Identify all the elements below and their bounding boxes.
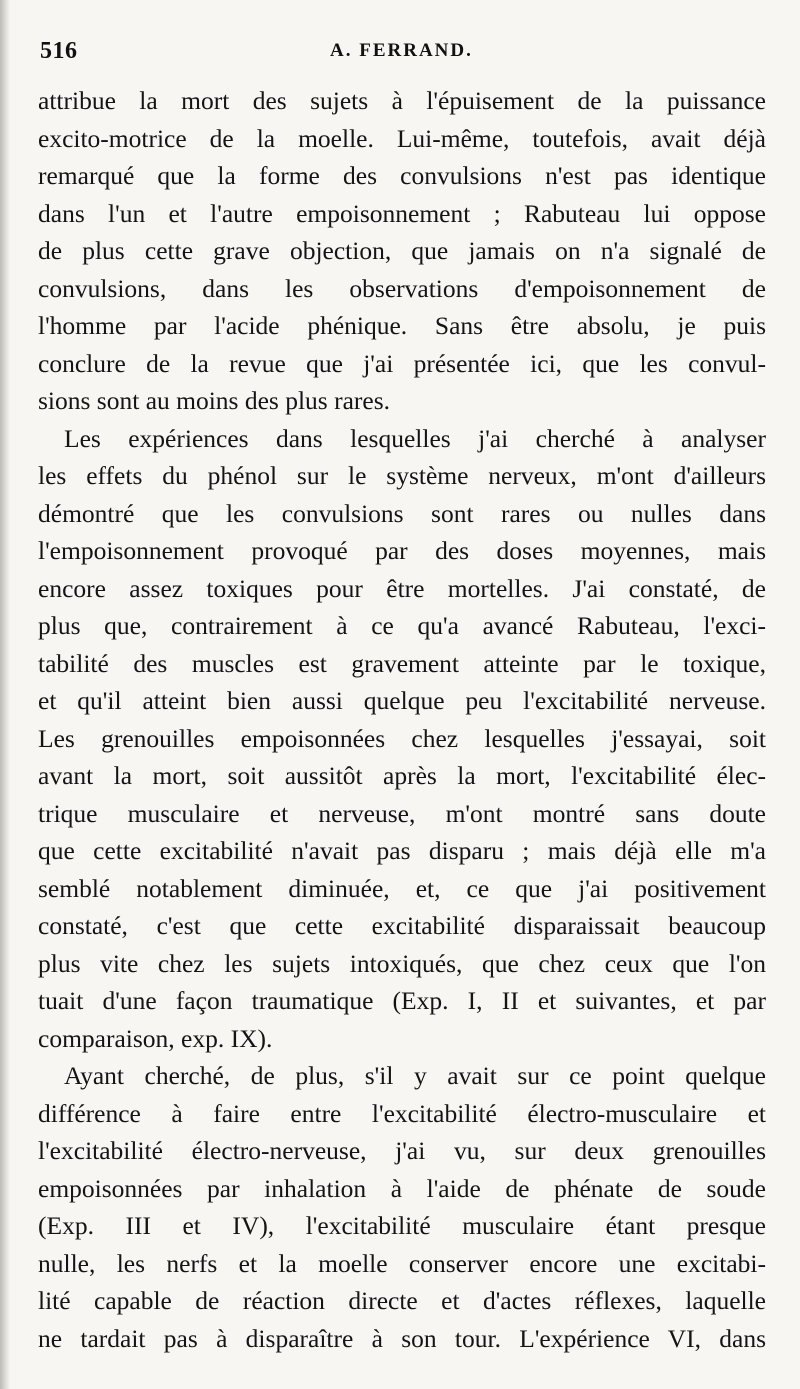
text-line: comparaison, exp. IX).	[38, 1023, 273, 1053]
text-line: trique musculaire et nerveuse, m'ont montré sans doute	[38, 798, 766, 828]
running-head: A. FERRAND.	[330, 40, 473, 61]
text-line: et qu'il atteint bien aussi quelque peu l'excitabilité nerveuse.	[38, 686, 766, 715]
text-line: encore assez toxiques pour être mortelles. J'ai constaté, de	[38, 573, 766, 603]
text-line: lité capable de réaction directe et d'actes réflexes, laquelle	[38, 1286, 766, 1315]
page-header	[40, 38, 770, 78]
text-line: démontré que les convulsions sont rares ou nulles dans	[38, 498, 766, 528]
text-line: ne tardait pas à disparaître à son tour. L'expérience VI, dans	[38, 1323, 766, 1353]
text-line: (Exp. III et IV), l'excitabilité musculaire étant presque	[38, 1211, 766, 1240]
text-line: différence à faire entre l'excitabilité électro-musculaire et	[38, 1098, 766, 1128]
text-line: remarqué que la forme des convulsions n'est pas identique	[38, 161, 766, 190]
text-line: l'empoisonnement provoqué par des doses moyennes, mais	[38, 536, 766, 565]
text-line: nulle, les nerfs et la moelle conserver encore une excitabi-	[38, 1248, 766, 1278]
text-line: attribue la mort des sujets à l'épuisement de la puissance	[38, 86, 766, 115]
page-number: 516	[40, 38, 78, 64]
page-gutter-shadow	[0, 0, 10, 1389]
text-line: plus vite chez les sujets intoxiqués, que chez ceux que l'on	[38, 948, 766, 978]
text-line: avant la mort, soit aussitôt après la mort, l'excitabilité élec-	[38, 761, 766, 790]
body-text	[38, 82, 766, 1357]
text-line: tuait d'une façon traumatique (Exp. I, II et suivantes, et par	[38, 986, 766, 1015]
text-line: tabilité des muscles est gravement atteinte par le toxique,	[38, 648, 766, 678]
text-line: conclure de la revue que j'ai présentée ici, que les convul-	[38, 348, 766, 378]
text-line: plus que, contrairement à ce qu'a avancé Rabuteau, l'exci-	[38, 611, 766, 640]
text-line: les effets du phénol sur le système nerveux, m'ont d'ailleurs	[38, 461, 766, 490]
paragraph-start-line: Les expériences dans lesquelles j'ai cherché à analyser	[64, 423, 766, 453]
text-line: dans l'un et l'autre empoisonnement ; Rabuteau lui oppose	[38, 198, 766, 228]
text-line: sions sont au moins des plus rares.	[38, 386, 391, 415]
text-line: l'homme par l'acide phénique. Sans être absolu, je puis	[38, 311, 766, 340]
text-line: convulsions, dans les observations d'empoisonnement de	[38, 273, 766, 303]
text-line: de plus cette grave objection, que jamais on n'a signalé de	[38, 236, 766, 265]
text-line: que cette excitabilité n'avait pas disparu ; mais déjà elle m'a	[38, 836, 766, 865]
text-line: constaté, c'est que cette excitabilité disparaissait beaucoup	[38, 911, 766, 940]
text-line: Les grenouilles empoisonnées chez lesquelles j'essayai, soit	[38, 723, 766, 753]
paragraph-start-line: Ayant cherché, de plus, s'il y avait sur ce point quelque	[64, 1061, 766, 1090]
text-line: excito-motrice de la moelle. Lui-même, toutefois, avait déjà	[38, 123, 766, 153]
text-line: empoisonnées par inhalation à l'aide de phénate de soude	[38, 1173, 766, 1203]
text-line: l'excitabilité électro-nerveuse, j'ai vu, sur deux grenouilles	[38, 1136, 766, 1165]
text-line: semblé notablement diminuée, et, ce que j'ai positivement	[38, 873, 766, 903]
